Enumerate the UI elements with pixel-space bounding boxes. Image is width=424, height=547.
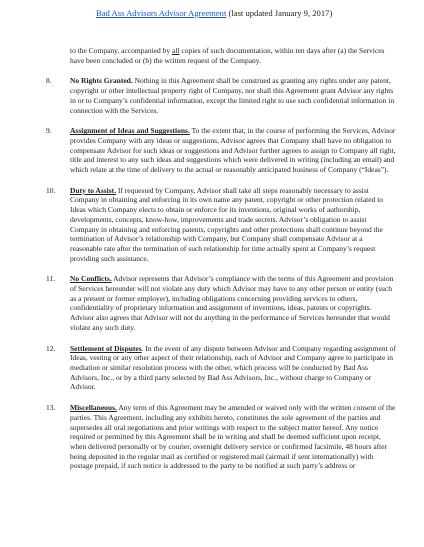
- section-number: 12.: [46, 343, 56, 353]
- section-number: 11.: [46, 274, 56, 284]
- section-duty-to-assist: [46, 186, 396, 264]
- last-updated-note: (last updated January 9, 2017): [228, 8, 333, 18]
- section-no-conflicts: [46, 274, 396, 332]
- section-number: 8.: [46, 76, 52, 86]
- section-title: No Conflicts.: [70, 274, 112, 284]
- section-text: Advisor represents that Advisor’s compliance with the terms of this Agreement and provision of Services hereunder will not violate any duty which Advisor may have to any other person or entity (such as a present or former employer), including obligations concerning providing services to others, confidentiality of proprietary information and assignment of inventions, ideas, patents or copyrights. Advisor also agrees that Advisor will not do anything in the performance of Services hereunder that would violate any such duty.: [70, 274, 394, 332]
- section-title: Assignment of Ideas and Suggestions.: [70, 126, 190, 136]
- continuation-paragraph: to the Company, accompanied by all copies of such documentation, within ten days after (a) the Services have been concluded or (b) the written request of the Company.: [70, 46, 385, 65]
- section-number: 10.: [46, 185, 56, 195]
- section-title: Duty to Assist.: [70, 185, 117, 195]
- section-number: 13.: [46, 403, 56, 413]
- section-text: If requested by Company, Advisor shall take all steps reasonably necessary to assist Company in obtaining and enforcing in its own name any patent, copyright or other protection related to Ideas which Company elects to obtain or enforce for its inventions, original works of authorship, developments, concepts, know-how, improvements and trade secrets. Advisor’s obligation to assist Company in obtaining and enforcing patents, copyrights and other protections shall continue beyond the termination of Advisor’s relationship with Company, but Company shall compensate Advisor at a reasonable rate after the termination of such relationship for time actually spent at Company’s request providing such assistance.: [70, 185, 384, 263]
- section-title: Settlement of Disputes: [70, 343, 142, 353]
- section-no-rights-granted: [46, 76, 396, 115]
- section-number: 9.: [46, 126, 52, 136]
- page-header: [96, 8, 332, 19]
- document-body: [46, 46, 396, 482]
- section-text: To the extent that, in the course of performing the Services, Advisor provides Company with any ideas or suggestions, Advisor agrees that Company shall have no obligation to compensate Advisor for such ideas or suggestions and Advisor further agrees to assign to Company all right, title and interest to any such ideas and suggestions which were delivered in writing (including an email) and which relate at the time of delivery to the actual or reasonably anticipated business of Company (“Ideas”).: [70, 126, 396, 175]
- section-settlement-of-disputes: [46, 344, 396, 393]
- section-title: No Rights Granted.: [70, 76, 133, 86]
- section-miscellaneous: [46, 403, 396, 471]
- agreement-link[interactable]: Bad Ass Advisors Advisor Agreement: [96, 8, 227, 18]
- section-title: Miscellaneous.: [70, 403, 117, 413]
- section-text: Nothing in this Agreement shall be construed as granting any rights under any patent, copyright or other intellectual property right of Company, nor shall this Agreement grant Advisor any rights in or to Company’s confidential information, except the limited right to use such confidential information in connection with the Services.: [70, 76, 395, 115]
- section-assignment-of-ideas: [46, 126, 396, 175]
- emphasis-all: all: [172, 46, 180, 55]
- section-text: Any term of this Agreement may be amended or waived only with the written consent of the parties. This Agreement, including any exhibits hereto, constitutes the sole agreement of the parties and supersedes all oral negotiations and prior writings with respect to the subject matter hereof. Any notice required or permitted by this Agreement shall be in writing and shall be deemed sufficient upon receipt, when delivered personally or by courier, overnight delivery service or confirmed facsimile, 48 hours after being deposited in the regular mail as certified or registered mail (airmail if sent internationally) with postage prepaid, if such notice is addressed to the party to be notified at such party’s address or: [70, 403, 396, 471]
- section-text: . In the event of any dispute between Advisor and Company regarding assignment of Ideas, vesting or any other aspect of their relationship, each of Advisor and Company agree to participate in mediation or similar resolution process with the other, which process will be conducted by Bad Ass Advisors, Inc., or by a third party selected by Bad Ass Advisors, Inc., without charge to Company or Advisor.: [70, 343, 396, 392]
